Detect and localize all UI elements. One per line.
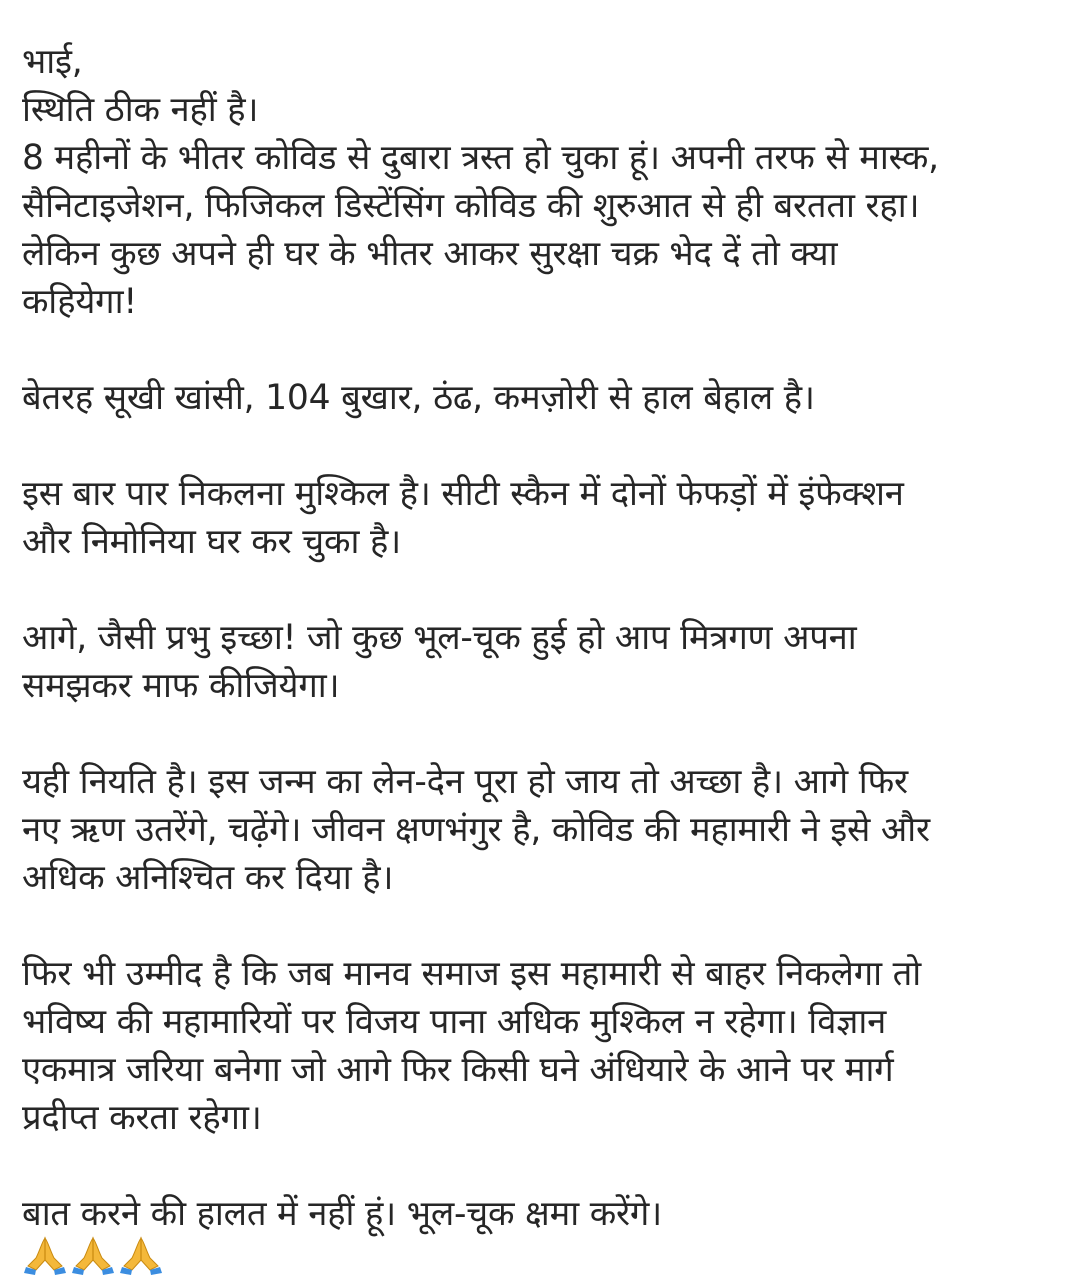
paragraph-greeting: [22, 38, 1062, 326]
text-line: यही नियति है। इस जन्म का लेन-देन पूरा हो जाय तो अच्छा है। आगे फिर: [22, 762, 908, 802]
text-line: 8 महीनों के भीतर कोविड से दुबारा त्रस्त हो चुका हूं। अपनी तरफ से मास्क,: [22, 138, 939, 178]
text-line: कहियेगा!: [22, 282, 137, 322]
folded-hands-icon: [22, 1236, 68, 1276]
text-line: इस बार पार निकलना मुश्किल है। सीटी स्कैन में दोनों फेफड़ों में इंफेक्शन: [22, 474, 904, 514]
text-line: बात करने की हालत में नहीं हूं। भूल-चूक क्षमा करेंगे।: [22, 1194, 663, 1234]
text-line: और निमोनिया घर कर चुका है।: [22, 522, 401, 562]
folded-hands-icon: [70, 1236, 116, 1276]
text-line: नए ऋण उतरेंगे, चढ़ेंगे। जीवन क्षणभंगुर है, कोविड की महामारी ने इसे और: [22, 810, 930, 850]
paragraph-condition: [22, 470, 1062, 566]
text-line: अधिक अनिश्चित कर दिया है।: [22, 858, 394, 898]
text-line: आगे, जैसी प्रभु इच्छा! जो कुछ भूल-चूक हुई हो आप मित्रगण अपना: [22, 618, 857, 658]
text-line: भाई,: [22, 42, 83, 82]
text-line: समझकर माफ कीजियेगा।: [22, 666, 340, 706]
paragraph-symptoms: [22, 374, 1062, 422]
text-line: भविष्य की महामारियों पर विजय पाना अधिक मुश्किल न रहेगा। विज्ञान: [22, 1002, 887, 1042]
folded-hands-icon: [118, 1236, 164, 1276]
emoji-row: [22, 1236, 1062, 1276]
paragraph-apology: [22, 614, 1062, 710]
text-line: स्थिति ठीक नहीं है।: [22, 90, 259, 130]
text-line: फिर भी उम्मीद है कि जब मानव समाज इस महामारी से बाहर निकलेगा तो: [22, 954, 922, 994]
text-line: प्रदीप्त करता रहेगा।: [22, 1098, 262, 1138]
text-line: बेतरह सूखी खांसी, 104 बुखार, ठंढ, कमज़ोरी से हाल बेहाल है।: [22, 378, 815, 418]
paragraph-closing: [22, 1190, 1062, 1238]
post-text: [22, 38, 1062, 1276]
paragraph-hope: [22, 950, 1062, 1142]
text-line: सैनिटाइजेशन, फिजिकल डिस्टेंसिंग कोविड की शुरुआत से ही बरतता रहा।: [22, 186, 920, 226]
paragraph-destiny: [22, 758, 1062, 902]
text-line: एकमात्र जरिया बनेगा जो आगे फिर किसी घने अंधियारे के आने पर मार्ग: [22, 1050, 894, 1090]
text-line: लेकिन कुछ अपने ही घर के भीतर आकर सुरक्षा चक्र भेद दें तो क्या: [22, 234, 838, 274]
